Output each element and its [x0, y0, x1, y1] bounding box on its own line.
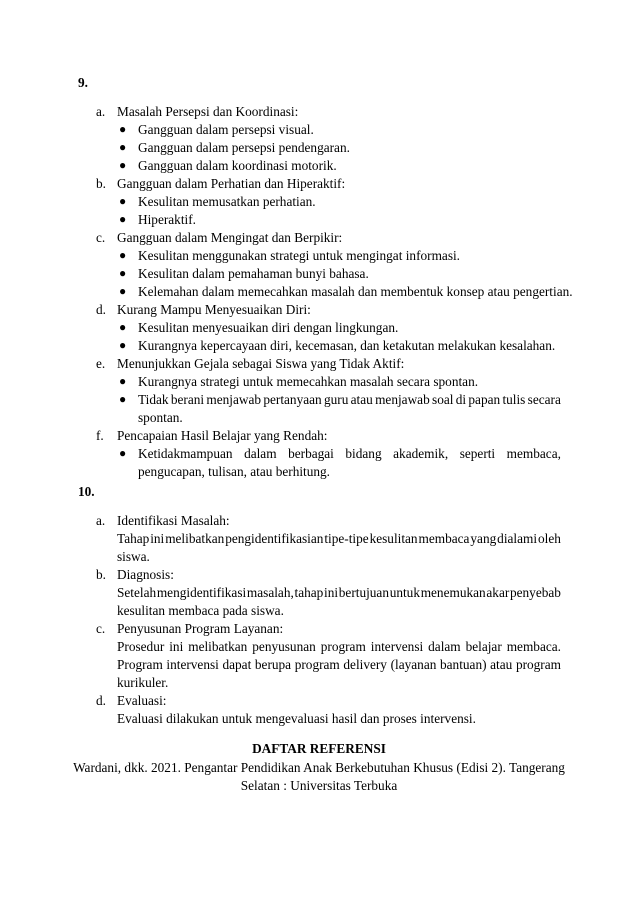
word: dalam — [244, 446, 277, 461]
bullet-text: Kelemahan dalam memecahkan masalah dan membentuk konsep atau pengertian. — [138, 284, 573, 299]
word: pertanyaan — [263, 392, 322, 407]
bullet-icon: ● — [119, 392, 127, 406]
paragraph-line: kesulitan membaca pada siswa. — [117, 603, 284, 618]
word: membaca. — [506, 639, 561, 654]
word: ini — [150, 531, 165, 546]
bullet-text: Gangguan dalam persepsi pendengaran. — [138, 140, 350, 155]
reference-line: Wardani, dkk. 2021. Pengantar Pendidikan Anak Berkebutuhan Khusus (Edisi 2). Tangerang — [73, 760, 565, 775]
item-letter-9c: c. — [96, 230, 106, 245]
bullet-text-continuation: spontan. — [138, 410, 183, 425]
paragraph-line-justified — [117, 531, 561, 547]
bullet-text: Gangguan dalam koordinasi motorik. — [138, 158, 337, 173]
item-title-10a: Identifikasi Masalah: — [117, 513, 230, 528]
word: melibatkan — [165, 531, 225, 546]
word: melibatkan — [188, 639, 248, 654]
word: tipe-tipe — [324, 531, 369, 546]
word: menjawab — [206, 392, 262, 407]
item-title-9f: Pencapaian Hasil Belajar yang Rendah: — [117, 428, 328, 443]
word: program — [515, 657, 561, 672]
word: dialami — [497, 531, 538, 546]
bullet-text: Kurangnya kepercayaan diri, kecemasan, dan ketakutan melakukan kesalahan. — [138, 338, 556, 353]
item-letter-9b: b. — [96, 176, 106, 191]
bullet-icon: ● — [119, 158, 127, 172]
item-title-9d: Kurang Mampu Menyesuaikan Diri: — [117, 302, 311, 317]
word: menemukan — [420, 585, 486, 600]
bullet-text-justified — [138, 392, 561, 408]
word: Ketidakmampuan — [138, 446, 233, 461]
item-title-9a: Masalah Persepsi dan Koordinasi: — [117, 104, 299, 119]
word: berbagai — [288, 446, 334, 461]
word: masalah, — [246, 585, 294, 600]
word: (layanan — [390, 657, 437, 672]
bullet-text: Kesulitan dalam pemahaman bunyi bahasa. — [138, 266, 369, 281]
word: delivery — [343, 657, 387, 672]
word: dapat — [222, 657, 252, 672]
word: belajar — [465, 639, 502, 654]
word: guru — [323, 392, 349, 407]
word: yang — [470, 531, 497, 546]
reference-line: Selatan : Universitas Terbuka — [240, 778, 398, 793]
word: soal — [432, 392, 454, 407]
paragraph-line-justified — [117, 639, 561, 655]
bullet-icon: ● — [119, 122, 127, 136]
word: menjawab — [375, 392, 430, 407]
bullet-text-justified — [138, 446, 561, 462]
bullet-text: Kesulitan memusatkan perhatian. — [138, 194, 316, 209]
references-heading: DAFTAR REFERENSI — [252, 741, 386, 756]
question-number-9: 9. — [78, 75, 88, 90]
word: intervensi — [370, 639, 424, 654]
bullet-text: Gangguan dalam persepsi visual. — [138, 122, 314, 137]
bullet-icon: ● — [119, 140, 127, 154]
item-title-9e: Menunjukkan Gejala sebagai Siswa yang Tidak Aktif: — [117, 356, 405, 371]
word: ini — [169, 639, 184, 654]
item-letter-9d: d. — [96, 302, 106, 317]
item-letter-9a: a. — [96, 104, 106, 119]
word: tahap — [294, 585, 324, 600]
bullet-text: Hiperaktif. — [138, 212, 196, 227]
word: Tidak — [138, 392, 169, 407]
word: Setelah — [117, 585, 157, 600]
word: atau — [350, 392, 373, 407]
word: di — [455, 392, 467, 407]
word: Tahap — [117, 531, 150, 546]
bullet-text-continuation: pengucapan, tulisan, atau berhitung. — [138, 464, 331, 479]
word: bantuan) — [440, 657, 487, 672]
word: akar — [486, 585, 510, 600]
bullet-icon: ● — [119, 212, 127, 226]
item-title-9b: Gangguan dalam Perhatian dan Hiperaktif: — [117, 176, 346, 191]
item-letter-10d: d. — [96, 693, 106, 708]
word: penyebab — [509, 585, 561, 600]
bullet-icon: ● — [119, 338, 127, 352]
word: atau — [490, 657, 513, 672]
item-letter-9f: f. — [96, 428, 104, 443]
item-title-10d: Evaluasi: — [117, 693, 167, 708]
bullet-icon: ● — [119, 284, 127, 298]
paragraph-line-justified — [117, 585, 561, 601]
word: berupa — [254, 657, 292, 672]
word: Program — [117, 657, 163, 672]
paragraph-line: siswa. — [117, 549, 150, 564]
item-title-10c: Penyusunan Program Layanan: — [117, 621, 284, 636]
word: pengidentifikasian — [225, 531, 324, 546]
word: oleh — [537, 531, 561, 546]
bullet-icon: ● — [119, 446, 127, 460]
word: program — [320, 639, 366, 654]
word: program — [294, 657, 340, 672]
bullet-icon: ● — [119, 248, 127, 262]
bullet-text: Kurangnya strategi untuk memecahkan masalah secara spontan. — [138, 374, 479, 389]
item-title-10b: Diagnosis: — [117, 567, 174, 582]
bullet-text: Kesulitan menggunakan strategi untuk mengingat informasi. — [138, 248, 461, 263]
word: kesulitan — [369, 531, 418, 546]
word: akademik, — [393, 446, 449, 461]
item-letter-9e: e. — [96, 356, 106, 371]
word: untuk — [389, 585, 420, 600]
word: tulis — [502, 392, 526, 407]
question-number-10: 10. — [78, 484, 95, 499]
paragraph-line: kurikuler. — [117, 675, 169, 690]
item-letter-10a: a. — [96, 513, 106, 528]
word: dalam — [428, 639, 461, 654]
item-letter-10b: b. — [96, 567, 106, 582]
item-letter-10c: c. — [96, 621, 106, 636]
item-title-9c: Gangguan dalam Mengingat dan Berpikir: — [117, 230, 343, 245]
bullet-icon: ● — [119, 266, 127, 280]
word: bertujuan — [338, 585, 389, 600]
word: berani — [170, 392, 205, 407]
bullet-text: Kesulitan menyesuaikan diri dengan lingkungan. — [138, 320, 399, 335]
bullet-icon: ● — [119, 194, 127, 208]
word: membaca, — [506, 446, 561, 461]
word: penyusunan — [252, 639, 316, 654]
word: Prosedur — [117, 639, 165, 654]
word: intervensi — [166, 657, 219, 672]
paragraph-line-justified — [117, 657, 561, 673]
bullet-icon: ● — [119, 320, 127, 334]
word: mengidentifikasi — [156, 585, 247, 600]
word: membaca — [418, 531, 470, 546]
word: seperti — [459, 446, 496, 461]
word: papan — [468, 392, 501, 407]
word: secara — [527, 392, 561, 407]
word: bidang — [345, 446, 382, 461]
word: ini — [324, 585, 339, 600]
bullet-icon: ● — [119, 374, 127, 388]
paragraph-line: Evaluasi dilakukan untuk mengevaluasi hasil dan proses intervensi. — [117, 711, 476, 726]
